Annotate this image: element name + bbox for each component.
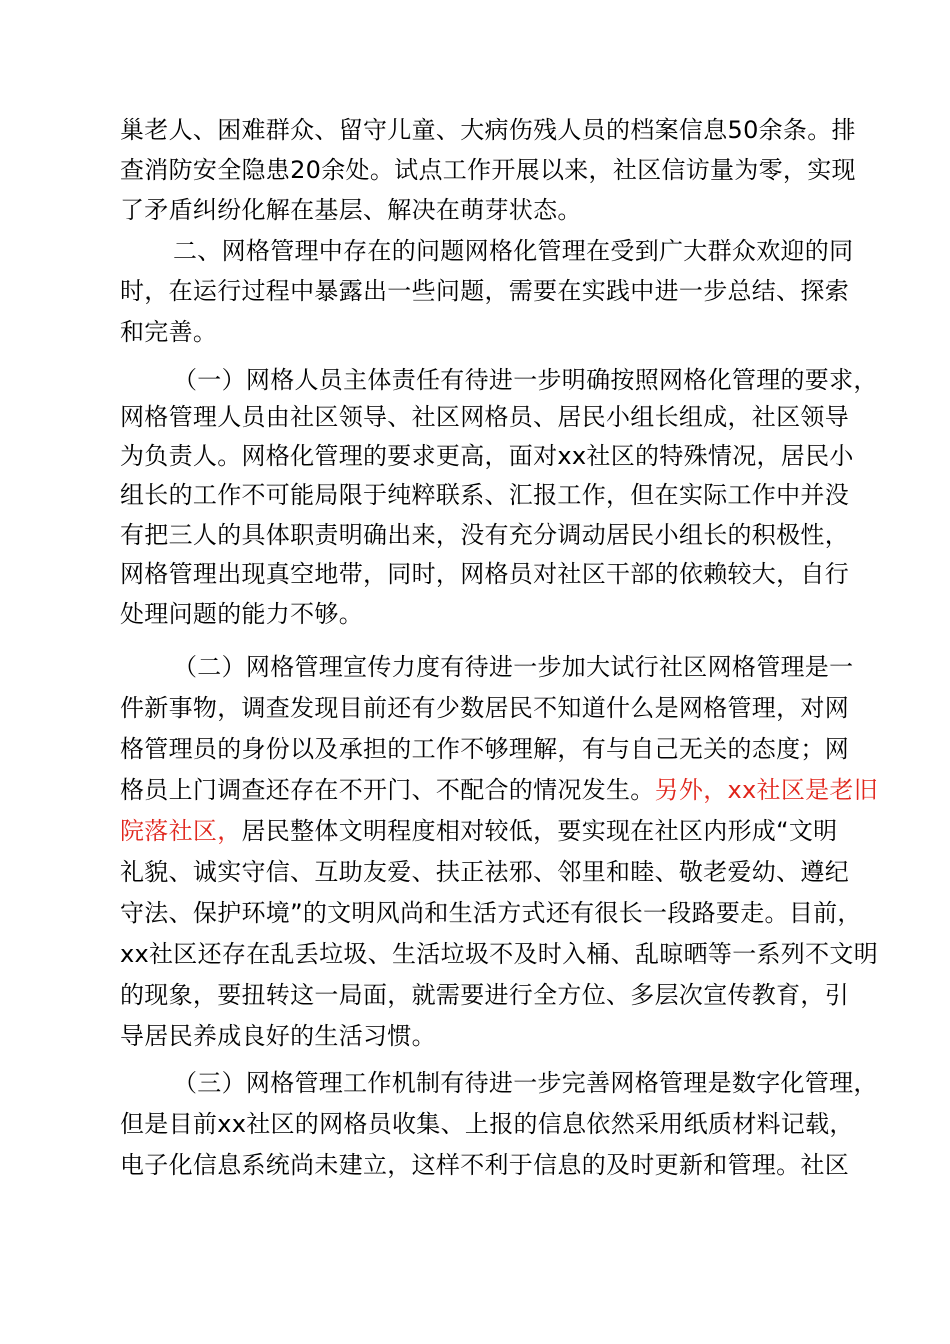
text-line: 网格管理人员由社区领导、社区网格员、居民小组长组成，社区领导 <box>120 403 849 431</box>
text-line: 处理问题的能力不够。 <box>120 600 363 628</box>
subsection-heading-line: （一）网格人员主体责任有待进一步明确按照网格化管理的要求， <box>173 366 878 394</box>
text-line: 了矛盾纠纷化解在基层、解决在萌芽状态。 <box>120 196 582 224</box>
text-line: 为负责人。网格化管理的要求更高，面对xx社区的特殊情况，居民小 <box>120 442 854 470</box>
text-line <box>120 812 837 850</box>
text-line: 网格管理出现真空地带，同时，网格员对社区干部的依赖较大，自行 <box>120 560 849 588</box>
highlighted-text: 院落社区， <box>120 817 242 845</box>
subsection-heading-line: （二）网格管理宣传力度有待进一步加大试行社区网格管理是一 <box>173 653 854 681</box>
text-line: 守法、保护环境”的文明风尚和生活方式还有很长一段路要走。目前， <box>120 899 862 927</box>
text-line: 和完善。 <box>120 318 218 346</box>
text-line: 巢老人、困难群众、留守儿童、大病伤残人员的档案信息50余条。排 <box>120 116 856 144</box>
text-line: 礼貌、诚实守信、互助友爱、扶正祛邪、邻里和睦、敬老爱幼、遵纪 <box>120 858 849 886</box>
text-line: 电子化信息系统尚未建立，这样不利于信息的及时更新和管理。社区 <box>120 1151 849 1179</box>
text-segment: 格员上门调查还存在不开门、不配合的情况发生。 <box>120 776 655 804</box>
text-line: 有把三人的具体职责明确出来，没有充分调动居民小组长的积极性， <box>120 521 849 549</box>
text-line: 查消防安全隐患20余处。试点工作开展以来，社区信访量为零，实现 <box>120 156 856 184</box>
text-line: 时，在运行过程中暴露出一些问题，需要在实践中进一步总结、探索 <box>120 277 849 305</box>
subsection-heading-line: （三）网格管理工作机制有待进一步完善网格管理是数字化管理， <box>173 1069 878 1097</box>
highlighted-text: 另外，xx社区是老旧 <box>654 776 879 804</box>
text-line: 的现象，要扭转这一局面，就需要进行全方位、多层次宣传教育，引 <box>120 981 849 1009</box>
text-line: xx社区还存在乱丢垃圾、生活垃圾不及时入桶、乱晾晒等一系列不文明 <box>120 940 879 968</box>
text-line: 件新事物，调查发现目前还有少数居民不知道什么是网格管理，对网 <box>120 694 849 722</box>
text-line: 格管理员的身份以及承担的工作不够理解，有与自己无关的态度；网 <box>120 735 849 763</box>
section-heading-line: 二、网格管理中存在的问题网格化管理在受到广大群众欢迎的同 <box>173 237 854 265</box>
text-line: 但是目前xx社区的网格员收集、上报的信息依然采用纸质材料记载， <box>120 1110 854 1138</box>
text-line <box>120 771 878 809</box>
text-line: 导居民养成良好的生活习惯。 <box>120 1022 436 1050</box>
text-line: 组长的工作不可能局限于纯粹联系、汇报工作，但在实际工作中并没 <box>120 481 849 509</box>
text-segment: 居民整体文明程度相对较低，要实现在社区内形成“文明 <box>241 817 838 845</box>
